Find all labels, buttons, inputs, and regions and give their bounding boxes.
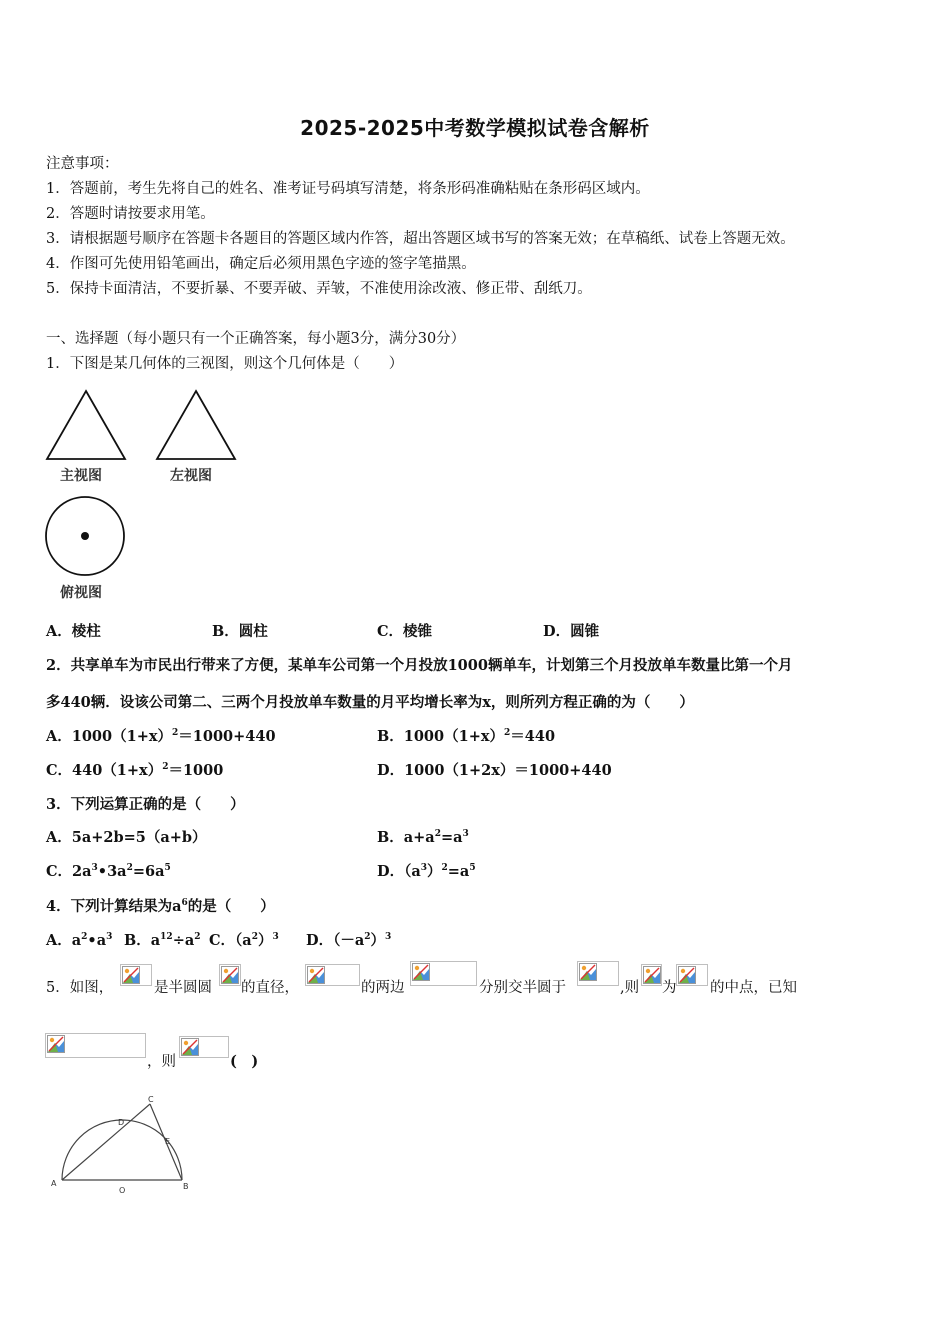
q4-option-a[interactable]: A．$a^2•a^3$ <box>46 932 113 949</box>
q5-text: ,则 <box>620 980 640 996</box>
section-heading: 一、选择题（每小题只有一个正确答案，每小题3分，满分30分） <box>46 331 466 347</box>
notice-item: 1．答题前，考生先将自己的姓名、准考证号码填写清楚，将条形码准确粘贴在条形码区域内。 <box>46 181 650 197</box>
q5-text: 的中点，已知 <box>710 980 797 996</box>
left-view-label: 左视图 <box>170 468 212 484</box>
broken-image-icon <box>305 964 360 986</box>
q2-option-a[interactable]: A．$1000(1+x)^2=1000+440$ <box>46 728 276 745</box>
question-2-stem-line2: 多440辆．设该公司第二、三两个月投放单车数量的月平均增长率为x，则所列方程正确的为（ ） <box>46 694 694 711</box>
point-label-e: E <box>165 1137 171 1146</box>
q3-option-d[interactable]: D．$(a^3)^2=a^5$ <box>377 863 476 880</box>
top-view-label: 俯视图 <box>60 585 102 601</box>
q3-option-c[interactable]: C．$2a^3•3a^2=6a^5$ <box>46 863 171 880</box>
q1-option-a[interactable]: A．棱柱 <box>46 623 101 640</box>
left-view-triangle <box>154 388 238 462</box>
q4-option-d[interactable]: D．$(-a^2)^3$ <box>306 932 392 949</box>
q3-option-b[interactable]: B．$a+a^2=a^3$ <box>377 829 469 846</box>
exam-title: 2025-2025中考数学模拟试卷含解析 <box>300 116 650 140</box>
q1-option-c[interactable]: C．棱锥 <box>377 623 433 640</box>
notice-heading: 注意事项： <box>46 156 119 172</box>
q5-text-intro: 5．如图， <box>46 980 114 996</box>
question-1-stem: 1．下图是某几何体的三视图，则这个几何体是（ ） <box>46 356 404 372</box>
q5-text: 分别交半圆于 <box>479 980 566 996</box>
q5-text: 是半圆圆 <box>154 980 212 996</box>
notice-item: 5．保持卡面清洁，不要折暴、不要弄破、弄皱，不准使用涂改液、修正带、刮纸刀。 <box>46 281 592 297</box>
q5-text: ，则 <box>147 1054 176 1070</box>
q2-option-c[interactable]: C．$440(1+x)^2=1000$ <box>46 762 224 779</box>
q5-text: 的直径， <box>241 980 299 996</box>
notice-item: 4．作图可先使用铅笔画出，确定后必须用黑色字迹的签字笔描黑。 <box>46 256 476 272</box>
semicircle-figure <box>44 1094 194 1198</box>
q1-option-b[interactable]: B．圆柱 <box>212 623 268 640</box>
notice-item: 2．答题时请按要求用笔。 <box>46 206 215 222</box>
broken-image-icon <box>577 961 619 986</box>
point-label-b: B <box>183 1182 189 1191</box>
broken-image-icon <box>676 964 708 986</box>
q2-option-d[interactable]: D．1000（1+2x）＝1000+440 <box>377 762 612 779</box>
q3-option-a[interactable]: A．5a+2b=5（a+b） <box>46 829 207 846</box>
q2-option-b[interactable]: B．$1000(1+x)^2=440$ <box>377 728 556 745</box>
q4-option-b[interactable]: B．$a^{12}\div a^2$ <box>124 932 201 949</box>
q5-answer-parens: ( ) <box>230 1053 259 1070</box>
point-label-d: D <box>118 1118 125 1127</box>
broken-image-icon <box>179 1036 229 1058</box>
front-view-triangle <box>44 388 128 462</box>
broken-image-icon <box>410 961 477 986</box>
point-label-c: C <box>148 1095 154 1104</box>
broken-image-icon <box>120 964 152 986</box>
point-label-a: A <box>51 1179 57 1188</box>
front-view-label: 主视图 <box>60 468 102 484</box>
q1-option-d[interactable]: D．圆锥 <box>543 623 600 640</box>
q4-option-c[interactable]: C．$(a^2)^3$ <box>209 932 279 949</box>
point-label-o: O <box>119 1186 126 1195</box>
question-4-stem: 4．下列计算结果为$a^6$的是（ ） <box>46 898 275 915</box>
question-3-stem: 3．下列运算正确的是（ ） <box>46 796 245 813</box>
broken-image-icon <box>45 1033 146 1058</box>
question-2-stem-line1: 2．共享单车为市民出行带来了方便，某单车公司第一个月投放1000辆单车，计划第三个月投放单车数量比第一个月 <box>46 657 793 674</box>
top-view-circle <box>43 494 127 578</box>
broken-image-icon <box>219 964 241 986</box>
broken-image-icon <box>641 964 662 986</box>
q5-text: 的两边 <box>361 980 405 996</box>
notice-item: 3．请根据题号顺序在答题卡各题目的答题区域内作答，超出答题区域书写的答案无效；在草稿纸、试卷上答题无效。 <box>46 231 795 247</box>
q5-text: 为 <box>662 980 677 996</box>
